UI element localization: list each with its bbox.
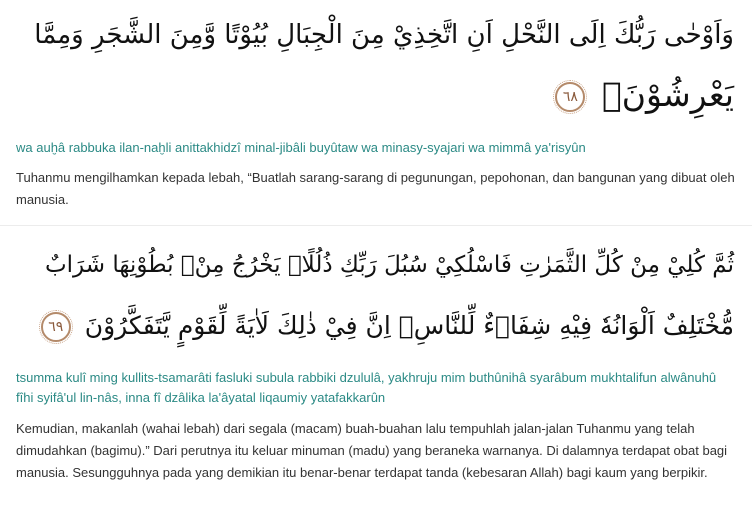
transliteration: wa auḫâ rabbuka ilan-naḫli anittakhidzî minal-jibâli buyûtaw wa minasy-syajari wa mimmâ ya'risyûn [16,140,586,155]
verse-69 [0,226,752,511]
arabic-text-end: مُّخْتَلِفٌ اَلْوَانُهٗ فِيْهِ شِفَاۤءٌ لِّلنَّاسِۗ اِنَّ فِيْ ذٰلِكَ لَاٰيَةً لِّقَوْمٍ يَّتَفَكَّرُوْنَ [84,311,734,340]
verse-68 [0,0,752,226]
arabic-text-line: ثُمَّ كُلِيْ مِنْ كُلِّ الثَّمَرٰتِ فَاسْلُكِيْ سُبُلَ رَبِّكِ ذُلُلًاۗ يَخْرُجُ مِنْۢ بُطُوْنِهَا شَرَابٌ [45,252,734,278]
arabic-text-line [41,312,734,342]
ayah-number-marker: ٦٩ [41,312,71,342]
ayah-number-marker: ٦٨ [555,82,585,112]
arabic-text-line [555,75,734,114]
translation: Kemudian, makanlah (wahai lebah) dari segala (macam) buah-buahan lalu tempuhlah jalan-jalan Tuhanmu yang telah dimudahkan (bagimu).” Dari perutnya itu keluar minuman (madu) yang beraneka warnanya. Di dalamnya terdapat obat bagi manusia. Sesungguhnya pada yang demikian itu benar-benar terdapat tanda (kebesaran Allah) bagi kaum yang berpikir. [16,421,728,480]
translation: Tuhanmu mengilhamkan kepada lebah, “Buatlah sarang-sarang di pegunungan, pepohonan, dan bangunan yang dibuat oleh manusia. [16,170,735,207]
arabic-text-end: يَعْرِشُوْنَۙ [601,75,734,114]
transliteration: tsumma kulî ming kullits-tsamarâti fasluki subula rabbiki dzululâ, yakhruju mim buthûnihâ syarâbum mukhtalifun alwânuhû fîhi syifâ'ul lin-nâs, inna fî dzâlika la'âyatal liqaumiy yatafakkarûn [16,370,717,405]
arabic-text-line: وَاَوْحٰى رَبُّكَ اِلَى النَّحْلِ اَنِ اتَّخِذِيْ مِنَ الْجِبَالِ بُيُوْتًا وَّمِنَ الشَّجَرِ وَمِمَّا [34,20,734,50]
